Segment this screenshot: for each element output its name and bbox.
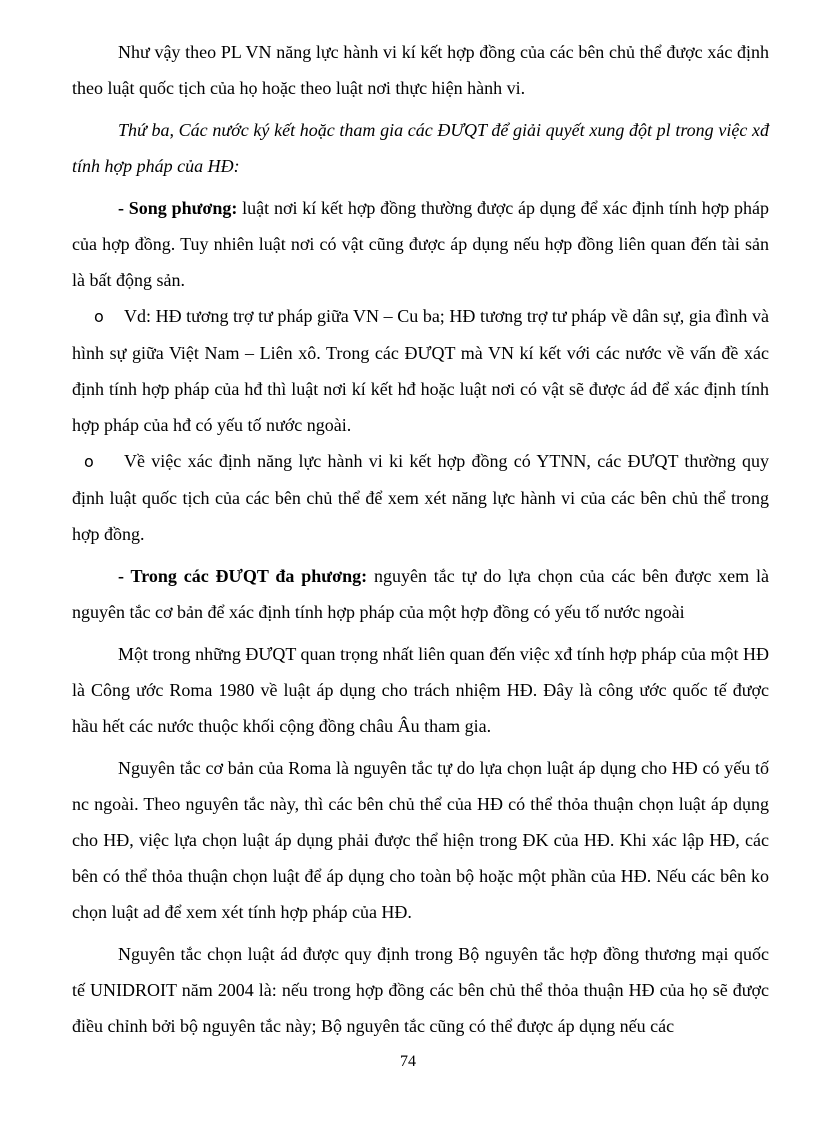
paragraph-bilateral	[72, 190, 769, 298]
circle-bullet-icon: o	[94, 307, 104, 326]
multilateral-text: nguyên tắc tự do lựa chọn của các bên được xem là nguyên tắc cơ bản để xác định tính hợp pháp của một hợp đồng có yếu tố nước ngoài	[72, 566, 770, 622]
multilateral-heading: - Trong các ĐƯQT đa phương:	[118, 566, 368, 586]
paragraph-unidroit: Nguyên tắc chọn luật ád được quy định trong Bộ nguyên tắc hợp đồng thương mại quốc tế UNIDROIT năm 2004 là: nếu trong hợp đồng các bên chủ thể thỏa thuận HĐ của họ sẽ được điều chỉnh bởi bộ nguyên tắc này; Bộ nguyên tắc cũng có thể được áp dụng nếu các	[72, 944, 769, 1036]
paragraph-capacity-law: Như vậy theo PL VN năng lực hành vi kí kết hợp đồng của các bên chủ thể được xác định theo luật quốc tịch của họ hoặc theo luật nơi thực hiện hành vi.	[72, 42, 769, 98]
bullet-item-nationality-text: Về việc xác định năng lực hành vi ki kết hợp đồng có YTNN, các ĐƯQT thường quy định luật quốc tịch của các bên chủ thể để xem xét năng lực hành vi của các bên chủ thể trong hợp đồng.	[72, 451, 769, 544]
bullet-item-nationality	[72, 443, 769, 552]
bullet-item-example	[72, 298, 769, 443]
bullet-item-example-text: Vd: HĐ tương trợ tư pháp giữa VN – Cu ba; HĐ tương trợ tư pháp về dân sự, gia đình và hình sự giữa Việt Nam – Liên xô. Trong các ĐƯQT mà VN kí kết với các nước về vấn đề xác định tính hợp pháp của hđ thì luật nơi kí kết hđ hoặc luật nơi có vật sẽ được ád để xác định tính hợp pháp của hđ có yếu tố nước ngoài.	[72, 306, 769, 435]
bilateral-heading: - Song phương:	[118, 198, 238, 218]
page-number: 74	[400, 1053, 416, 1070]
bilateral-text: luật nơi kí kết hợp đồng thường được áp dụng để xác định tính hợp pháp của hợp đồng. Tuy nhiên luật nơi có vật cũng được áp dụng nếu hợp đồng liên quan đến tài sản là bất động sản.	[72, 198, 770, 290]
circle-bullet-icon: o	[84, 452, 94, 471]
paragraph-rome-convention: Một trong những ĐƯQT quan trọng nhất liên quan đến việc xđ tính hợp pháp của một HĐ là Công ước Roma 1980 về luật áp dụng cho trách nhiệm HĐ. Đây là công ước quốc tế được hầu hết các nước thuộc khối cộng đồng châu Âu tham gia.	[72, 644, 769, 736]
document-body	[72, 34, 769, 1044]
paragraph-multilateral	[72, 558, 769, 630]
paragraph-rome-principle: Nguyên tắc cơ bản của Roma là nguyên tắc tự do lựa chọn luật áp dụng cho HĐ có yếu tố nc ngoài. Theo nguyên tắc này, thì các bên chủ thể của HĐ có thể thỏa thuận chọn luật áp dụng cho HĐ, việc lựa chọn luật áp dụng phải được thể hiện trong ĐK của HĐ. Khi xác lập HĐ, các bên có thể thỏa thuận chọn luật để áp dụng cho toàn bộ hoặc một phần của HĐ. Nếu các bên ko chọn luật ad để xem xét tính hợp pháp của HĐ.	[72, 758, 769, 922]
paragraph-third-treaties: Thứ ba, Các nước ký kết hoặc tham gia các ĐƯQT để giải quyết xung đột pl trong việc xđ tính hợp pháp của HĐ:	[72, 120, 769, 176]
